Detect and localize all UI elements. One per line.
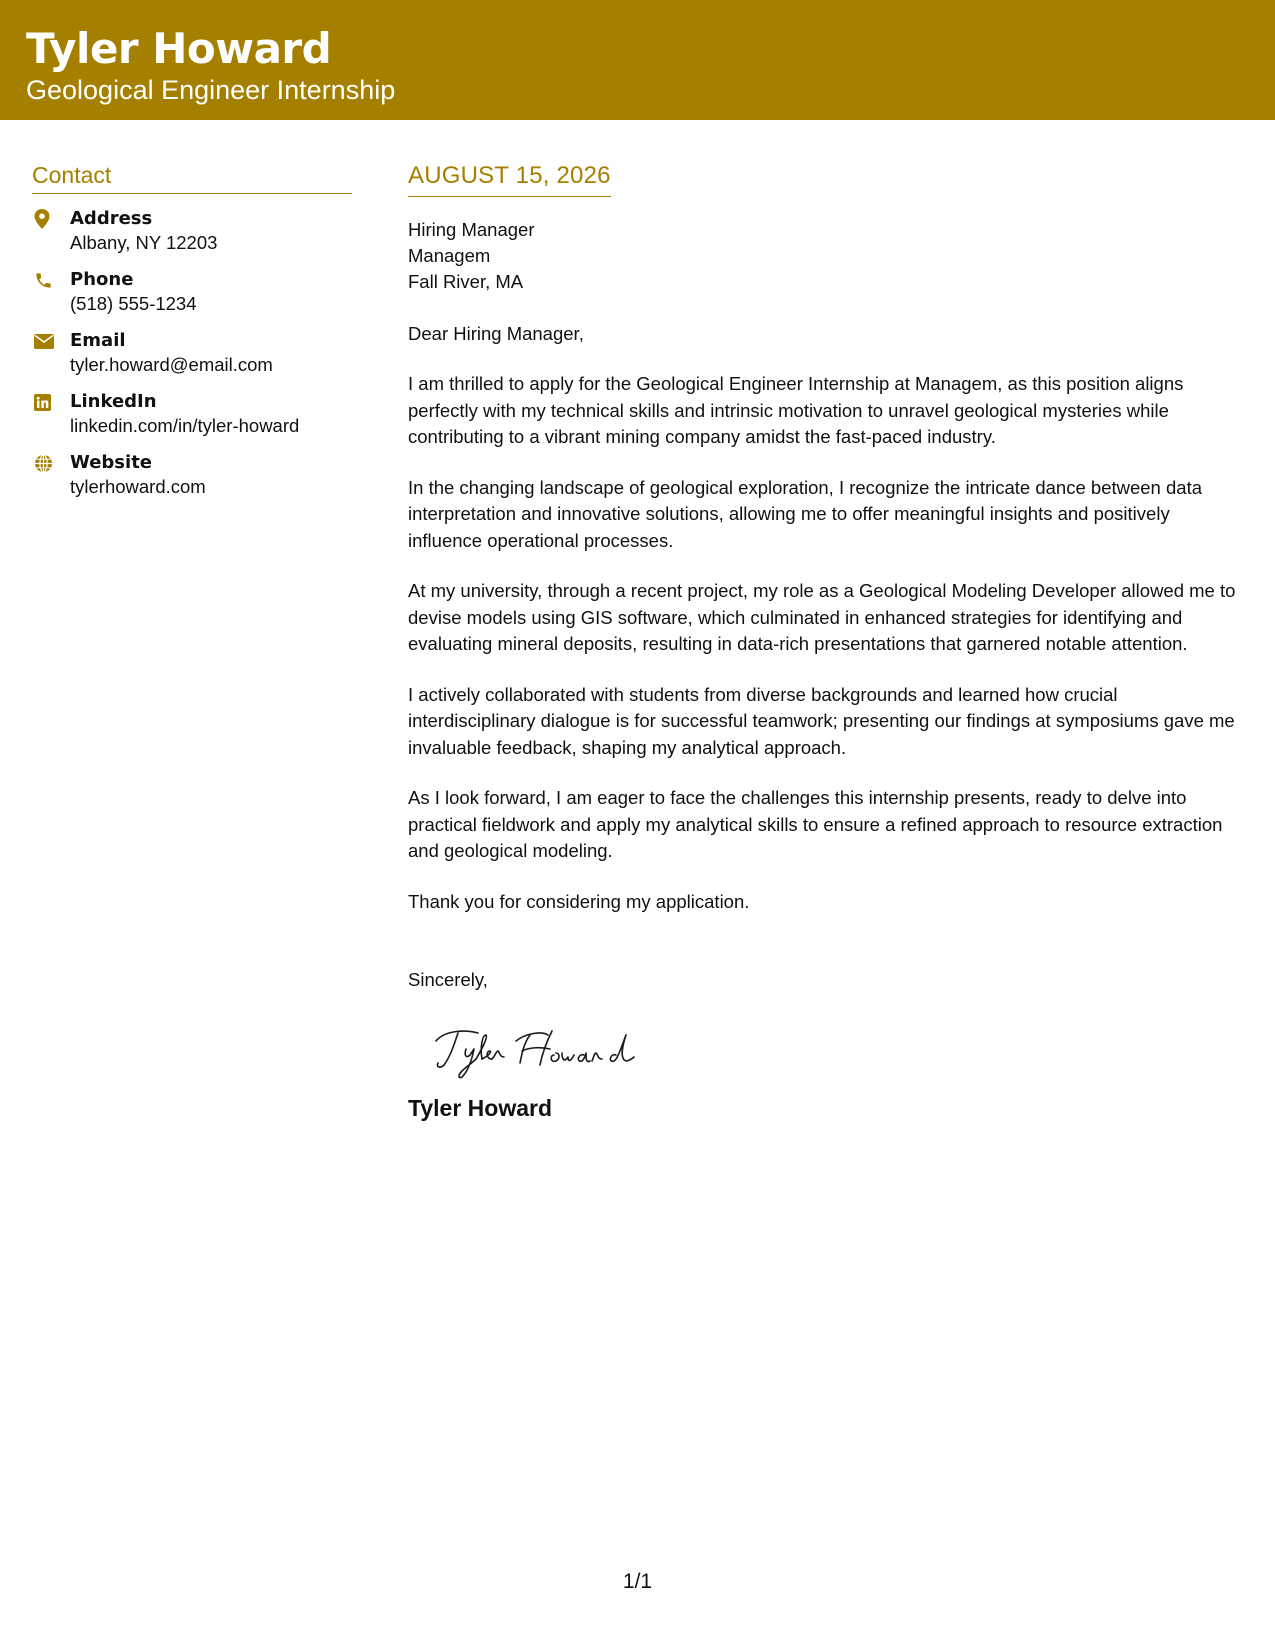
address-label: Address bbox=[70, 208, 153, 229]
globe-icon bbox=[32, 451, 70, 475]
letter-date: AUGUST 15, 2026 bbox=[408, 162, 611, 197]
letter-paragraph: Thank you for considering my application. bbox=[408, 890, 750, 912]
contact-section-title: Contact bbox=[32, 162, 352, 194]
letter-paragraph: I actively collaborated with students from diverse backgrounds and learned how crucial interdisciplinary dialogue is for successful teamwork; presenting our findings at symposiums gave me invaluable feedback, shaping my analytical approach. bbox=[408, 683, 1235, 758]
letter-body bbox=[408, 162, 1248, 1123]
closing: Sincerely, bbox=[408, 969, 488, 990]
contact-item-linkedin bbox=[32, 390, 352, 438]
linkedin-icon bbox=[32, 390, 70, 414]
linkedin-label: LinkedIn bbox=[70, 391, 157, 412]
phone-value: (518) 555-1234 bbox=[70, 293, 197, 314]
contact-sidebar bbox=[32, 162, 352, 512]
website-value[interactable]: tylerhoward.com bbox=[70, 476, 206, 497]
phone-icon bbox=[32, 268, 70, 292]
handwritten-signature bbox=[430, 1019, 1248, 1083]
letter-paragraph: At my university, through a recent project, my role as a Geological Modeling Developer allowed me to devise models using GIS software, which culminated in enhanced strategies for identifying and evaluating mineral deposits, resulting in data-rich presentations that garnered notable attention. bbox=[408, 580, 1236, 654]
page-number: 1/1 bbox=[622, 1570, 653, 1593]
header-banner bbox=[0, 0, 1275, 120]
contact-item-phone bbox=[32, 268, 352, 316]
phone-label: Phone bbox=[70, 269, 134, 290]
email-value[interactable]: tyler.howard@email.com bbox=[70, 354, 273, 375]
applicant-name: Tyler Howard bbox=[26, 24, 332, 73]
linkedin-value[interactable]: linkedin.com/in/tyler-howard bbox=[70, 415, 300, 436]
map-pin-icon bbox=[32, 207, 70, 231]
letter-paragraph: As I look forward, I am eager to face the challenges this internship presents, ready to delve into practical fieldwork and apply my analytical skills to ensure a refined approach to resource extraction and geological modeling. bbox=[408, 787, 1223, 861]
address-value: Albany, NY 12203 bbox=[70, 232, 218, 253]
recipient-company: Managem bbox=[408, 245, 491, 266]
website-label: Website bbox=[70, 452, 153, 473]
signer-name: Tyler Howard bbox=[408, 1095, 552, 1121]
recipient-block bbox=[408, 217, 1248, 295]
position-title: Geological Engineer Internship bbox=[26, 75, 396, 105]
envelope-icon bbox=[32, 329, 70, 353]
salutation: Dear Hiring Manager, bbox=[408, 323, 584, 344]
contact-item-email bbox=[32, 329, 352, 377]
recipient-title: Hiring Manager bbox=[408, 219, 535, 240]
letter-paragraph: I am thrilled to apply for the Geological Engineer Internship at Managem, as this position aligns perfectly with my technical skills and intrinsic motivation to unravel geological mysteries while contributing to a vibrant mining company amidst the fast-paced industry. bbox=[408, 373, 1184, 447]
contact-item-address bbox=[32, 207, 352, 255]
recipient-location: Fall River, MA bbox=[408, 271, 524, 292]
letter-paragraph: In the changing landscape of geological exploration, I recognize the intricate dance between data interpretation and innovative solutions, allowing me to offer meaningful insights and positively influence operational processes. bbox=[408, 476, 1202, 551]
email-label: Email bbox=[70, 330, 126, 351]
contact-item-website bbox=[32, 451, 352, 499]
